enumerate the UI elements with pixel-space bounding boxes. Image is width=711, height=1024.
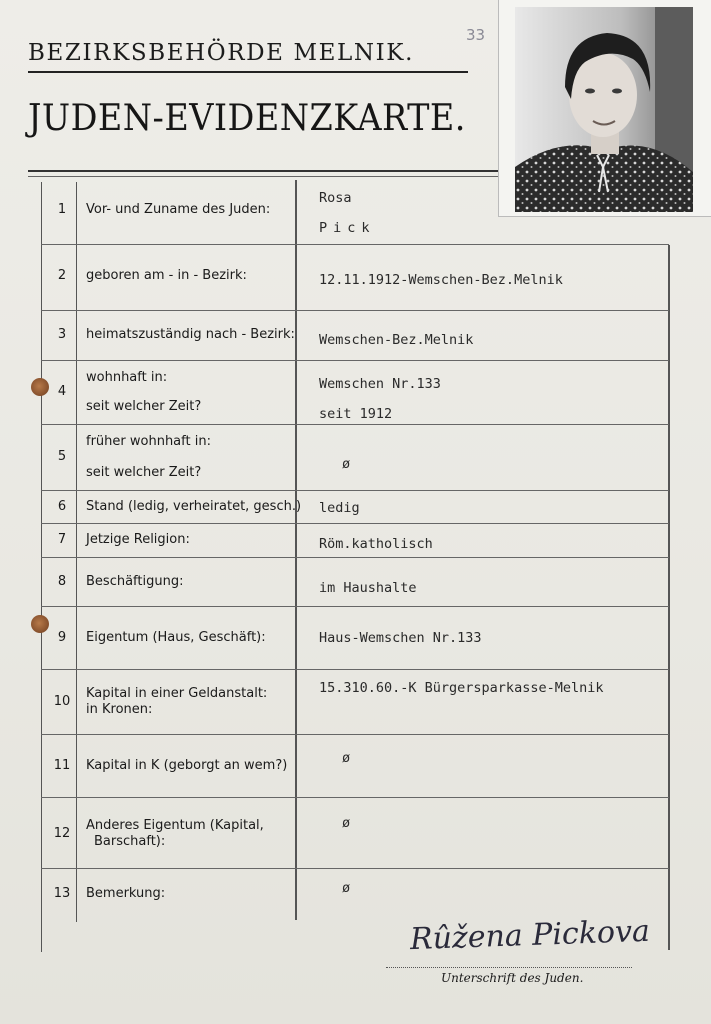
card-number: 33 bbox=[466, 26, 486, 44]
row-separator bbox=[41, 868, 669, 869]
row-separator bbox=[41, 310, 669, 311]
title-rule bbox=[28, 170, 498, 172]
row-number: 4 bbox=[57, 384, 67, 399]
religion-value: Röm.katholisch bbox=[319, 536, 433, 552]
row-number: 11 bbox=[53, 758, 71, 773]
row-label: Eigentum (Haus, Geschäft): bbox=[86, 630, 266, 645]
row-label: Anderes Eigentum (Kapital, bbox=[86, 818, 264, 833]
row-number: 13 bbox=[53, 886, 71, 901]
row-label: Beschäftigung: bbox=[86, 574, 184, 589]
remarks-value: ø bbox=[342, 880, 351, 896]
heading-underline bbox=[28, 71, 468, 73]
capital-value: 15.310.60.-K Bürgersparkasse-Melnik bbox=[319, 680, 604, 696]
marital-status-value: ledig bbox=[319, 500, 360, 516]
portrait-illustration bbox=[515, 7, 693, 212]
punch-hole bbox=[31, 615, 49, 633]
row-number: 1 bbox=[57, 202, 67, 217]
row-label-secondary: seit welcher Zeit? bbox=[86, 399, 202, 414]
row-number: 12 bbox=[53, 826, 71, 841]
signature-caption: Unterschrift des Juden. bbox=[441, 971, 584, 985]
row-label-secondary: in Kronen: bbox=[86, 702, 153, 717]
row-separator bbox=[41, 424, 669, 425]
row-separator bbox=[41, 523, 669, 524]
row-label: Kapital in K (geborgt an wem?) bbox=[86, 758, 288, 773]
row-label: Bemerkung: bbox=[86, 886, 166, 901]
row-label: heimatszuständig nach - Bezirk: bbox=[86, 327, 295, 342]
row-number: 3 bbox=[57, 327, 67, 342]
row-label: wohnhaft in: bbox=[86, 370, 168, 385]
row-number: 6 bbox=[57, 499, 67, 514]
occupation-value: im Haushalte bbox=[319, 580, 417, 596]
row-separator bbox=[41, 606, 669, 607]
first-name-value: Rosa bbox=[319, 190, 352, 206]
row-label: Vor- und Zuname des Juden: bbox=[86, 202, 271, 217]
row-separator bbox=[41, 244, 669, 245]
domicile-value: Wemschen-Bez.Melnik bbox=[319, 332, 474, 348]
row-separator bbox=[41, 360, 669, 361]
authority-heading: BEZIRKSBEHÖRDE MELNIK. bbox=[28, 40, 414, 66]
row-label: Stand (ledig, verheiratet, gesch.) bbox=[86, 499, 302, 514]
row-label: Kapital in einer Geldanstalt: bbox=[86, 686, 268, 701]
residence-since-value: seit 1912 bbox=[319, 406, 393, 422]
row-label-secondary: Barschaft): bbox=[94, 834, 166, 849]
label-divider bbox=[295, 180, 297, 920]
right-border bbox=[668, 245, 670, 950]
title-rule-thin bbox=[28, 176, 498, 177]
row-label-secondary: seit welcher Zeit? bbox=[86, 465, 202, 480]
row-separator bbox=[41, 734, 669, 735]
loaned-capital-value: ø bbox=[342, 750, 351, 766]
row-number: 7 bbox=[57, 532, 67, 547]
row-separator bbox=[41, 797, 669, 798]
last-name-value: Pick bbox=[319, 220, 376, 236]
row-label: früher wohnhaft in: bbox=[86, 434, 211, 449]
row-number: 5 bbox=[57, 449, 67, 464]
signature: Rûžena Pickova bbox=[409, 913, 651, 958]
punch-hole bbox=[31, 378, 49, 396]
signature-line bbox=[386, 967, 632, 968]
property-value: Haus-Wemschen Nr.133 bbox=[319, 630, 482, 646]
row-number: 9 bbox=[57, 630, 67, 645]
former-residence-value: ø bbox=[342, 456, 351, 472]
portrait-photo bbox=[515, 7, 693, 212]
row-number: 8 bbox=[57, 574, 67, 589]
birth-value: 12.11.1912-Wemschen-Bez.Melnik bbox=[319, 272, 563, 288]
other-property-value: ø bbox=[342, 815, 351, 831]
row-number: 10 bbox=[53, 694, 71, 709]
row-label: geboren am - in - Bezirk: bbox=[86, 268, 247, 283]
number-divider bbox=[76, 182, 77, 922]
card-title: JUDEN-EVIDENZKARTE. bbox=[28, 98, 466, 139]
row-number: 2 bbox=[57, 268, 67, 283]
residence-value: Wemschen Nr.133 bbox=[319, 376, 441, 392]
row-separator bbox=[41, 490, 669, 491]
row-label: Jetzige Religion: bbox=[86, 532, 190, 547]
row-separator bbox=[41, 669, 669, 670]
row-separator bbox=[41, 557, 669, 558]
